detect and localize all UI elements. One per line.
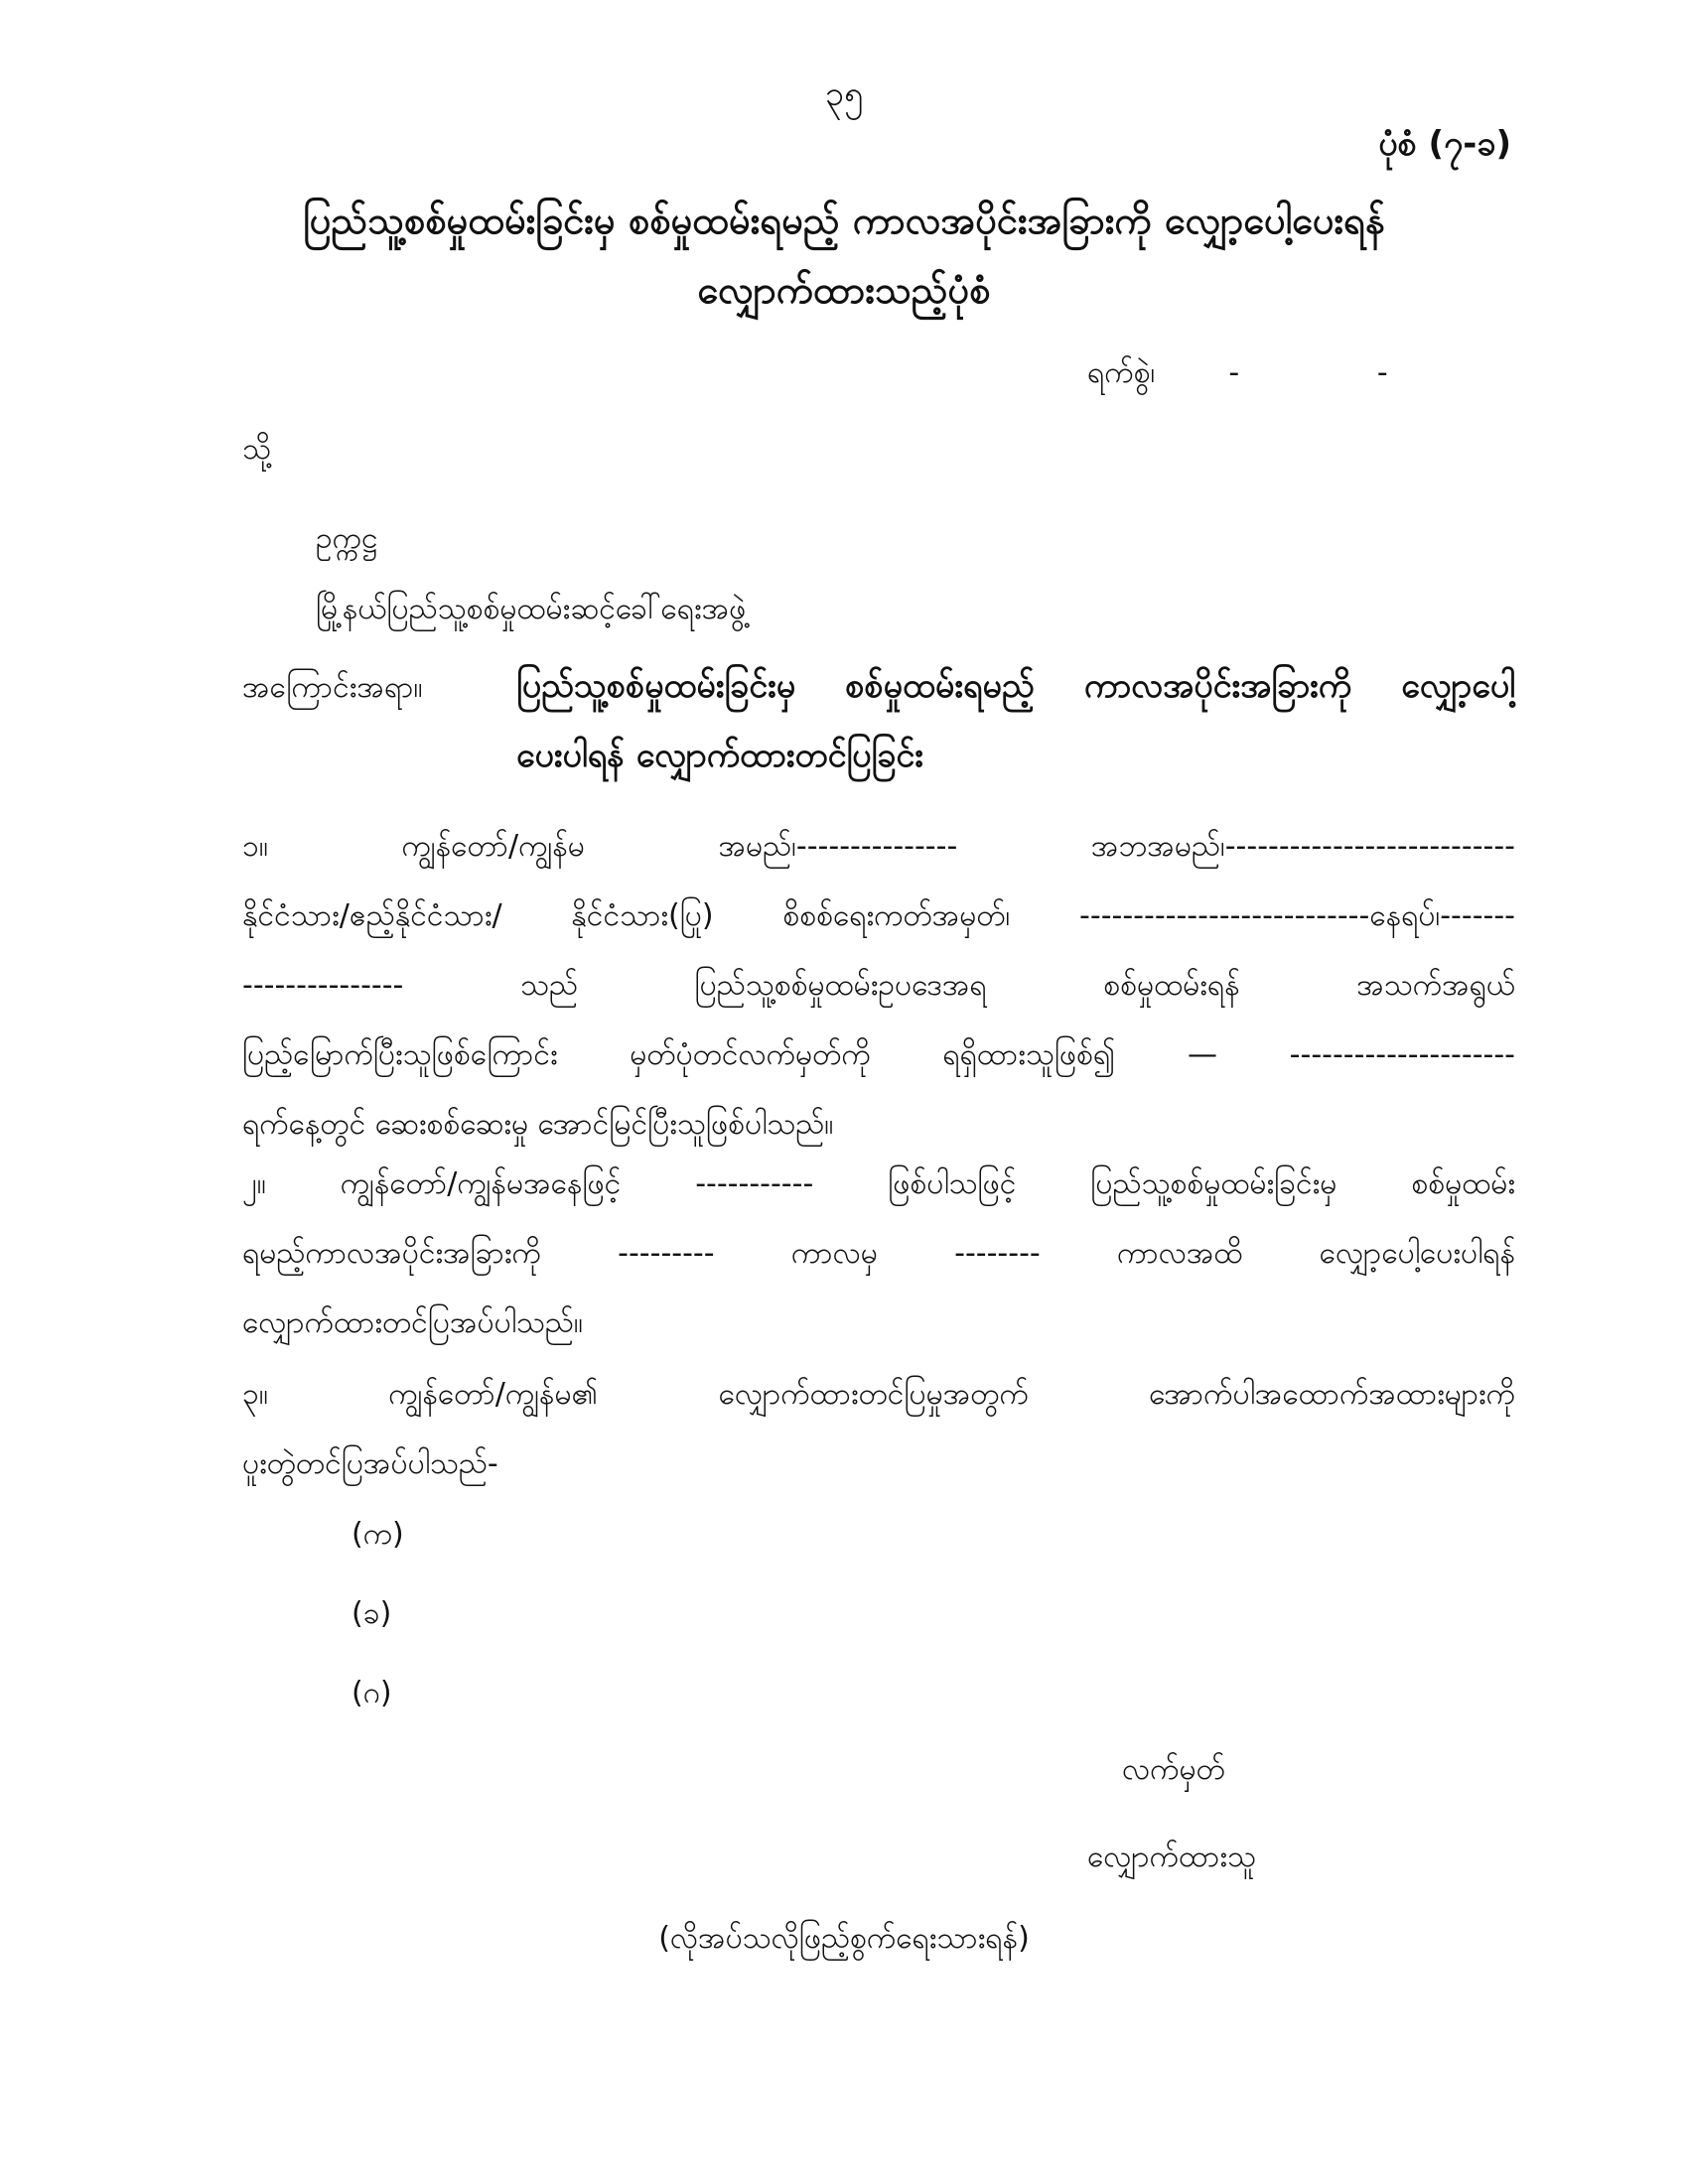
applicant-label: လျှောက်ထားသူ bbox=[1087, 1840, 1256, 1874]
recipient-office: မြို့နယ်ပြည်သူ့စစ်မှုထမ်းဆင့်ခေါ်ရေးအဖွဲ့ bbox=[316, 592, 747, 626]
recipient-title: ဥက္ကဋ္ဌ bbox=[316, 521, 378, 556]
date-separator: - bbox=[1376, 355, 1388, 390]
attachment-item-kha: (ခ) bbox=[352, 1596, 392, 1631]
subject-line-1: ပြည်သူ့စစ်မှုထမ်းခြင်းမှ စစ်မှုထမ်းရမည့် ကာလအပိုင်းအခြားကို လျှော့ပေါ့ bbox=[516, 666, 1515, 706]
paragraph-line: ပူးတွဲတင်ပြအပ်ပါသည်- bbox=[242, 1446, 498, 1481]
subject-label: အကြောင်းအရာ။ bbox=[242, 670, 423, 705]
form-title-line-1: ပြည်သူ့စစ်မှုထမ်းခြင်းမှ စစ်မှုထမ်းရမည့် ကာလအပိုင်းအခြားကို လျှော့ပေါ့ပေးရန် bbox=[303, 199, 1385, 242]
attachment-item-ga: (ဂ) bbox=[352, 1676, 392, 1710]
paragraph-line: ပြည့်မြောက်ပြီးသူဖြစ်ကြောင်း မှတ်ပုံတင်လက်မှတ်ကို ရရှိထားသူဖြစ်၍ — --------------------- bbox=[242, 1037, 1515, 1072]
date-label: ရက်စွဲ၊ bbox=[1087, 355, 1156, 390]
signature-label: လက်မှတ် bbox=[1122, 1752, 1225, 1787]
form-title-line-2: လျှောက်ထားသည့်ပုံစံ bbox=[697, 268, 991, 312]
paragraph-line: ရမည့်ကာလအပိုင်းအခြားကို --------- ကာလမှ -------- ကာလအထိ လျှော့ပေါ့ပေးပါရန် bbox=[242, 1236, 1515, 1271]
form-code: ပုံစံ (၇-ခ) bbox=[1378, 124, 1511, 164]
paragraph-line: လျှောက်ထားတင်ပြအပ်ပါသည်။ bbox=[242, 1305, 584, 1340]
paragraph-line: --------------- သည် ပြည်သူ့စစ်မှုထမ်းဥပဒေအရ စစ်မှုထမ်းရန် အသက်အရွယ် bbox=[242, 968, 1515, 1003]
attachment-item-ka: (က) bbox=[352, 1517, 404, 1552]
paragraph-1 bbox=[242, 812, 1515, 1160]
paragraph-line: ရက်နေ့တွင် ဆေးစစ်ဆေးမှု အောင်မြင်ပြီးသူဖြစ်ပါသည်။ bbox=[242, 1107, 834, 1142]
date-separator: - bbox=[1228, 355, 1240, 390]
paragraph-line: နိုင်ငံသား/ဧည့်နိုင်ငံသား/ နိုင်ငံသား(ပြု) စိစစ်ရေးကတ်အမှတ်၊ ---------------------------နေရပ်၊------- bbox=[242, 898, 1515, 933]
paragraph-line: ၂။ ကျွန်တော်/ကျွန်မအနေဖြင့် ----------- ဖြစ်ပါသဖြင့် ပြည်သူ့စစ်မှုထမ်းခြင်းမှ စစ်မှုထမ်း bbox=[242, 1166, 1515, 1201]
footer-note: (လိုအပ်သလိုဖြည့်စွက်ရေးသားရန်) bbox=[658, 1921, 1030, 1956]
paragraph-line: ၃။ ကျွန်တော်/ကျွန်မ၏ လျှောက်ထားတင်ပြမှုအတွက် အောက်ပါအထောက်အထားများကို bbox=[242, 1377, 1515, 1412]
recipient-label: သို့ bbox=[242, 432, 272, 467]
date-line bbox=[1087, 352, 1452, 397]
paragraph-2 bbox=[242, 1150, 1515, 1358]
paragraph-3 bbox=[242, 1360, 1515, 1499]
paragraph-line: ၁။ ကျွန်တော်/ကျွန်မ အမည်၊--------------- အဘအမည်၊--------------------------- bbox=[242, 829, 1515, 864]
page-number: ၃၅ bbox=[824, 74, 864, 114]
subject-line-2: ပေးပါရန် လျှောက်ထားတင်ပြခြင်း bbox=[516, 736, 923, 775]
